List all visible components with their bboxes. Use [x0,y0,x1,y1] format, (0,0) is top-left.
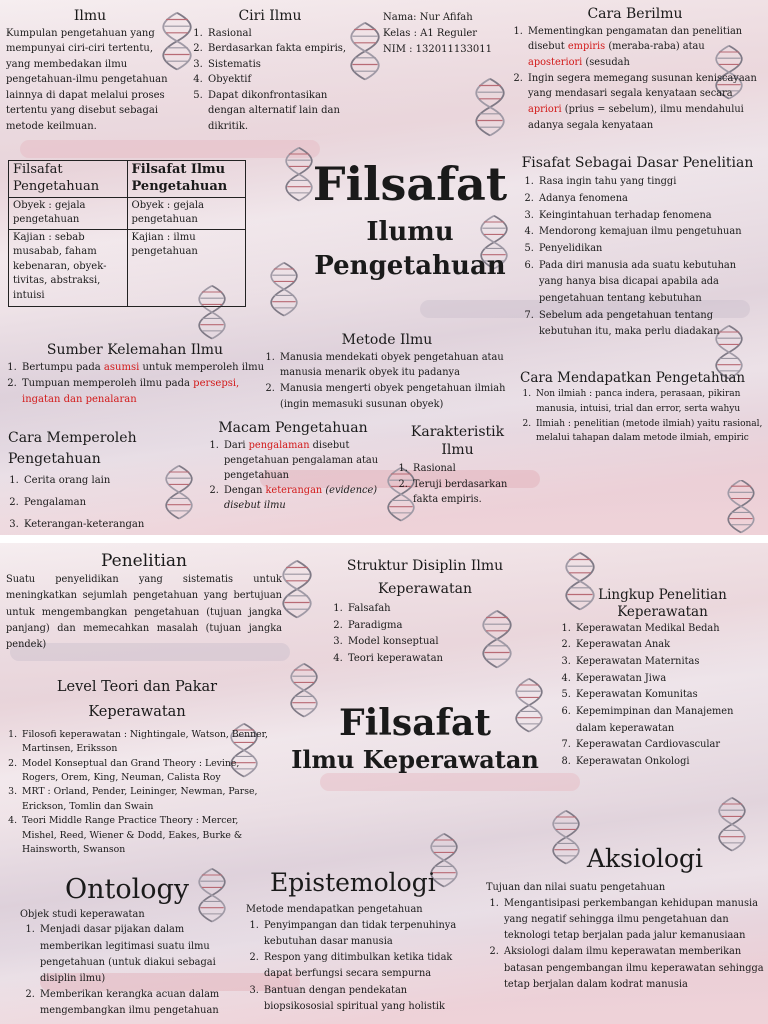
section-level-teori [6,675,268,857]
epistemologi-list [246,918,466,1015]
section-aksiologi [486,843,764,993]
list-item: 2. Model Konseptual dan Grand Theory : Levine, Rogers, Orem, King, Neuman, Calista Roy [20,757,268,786]
list-item: 4. Teori Middle Range Practice Theory : Mercer, Mishel, Reed, Wiener & Dodd, Eakes, Burke & Hainsworth, Swanson [20,814,268,857]
table-cell: Obyek : gejala pengetahuan [9,197,128,229]
dna-helix-icon [727,480,755,534]
section-title: Metode Ilmu [341,332,433,348]
section-macam-pengetahuan [198,420,388,513]
main-title-line: Filsafat [339,702,491,744]
list-item: 1. Penyimpangan dan tidak terpenuhinya kebutuhan dasar manusia [262,918,466,950]
section-lingkup [560,587,765,771]
cara-memperoleh-list [8,470,168,535]
list-item: 3. Keperawatan Maternitas [574,654,765,671]
section-ilmu [6,8,174,134]
poster-filsafat-ilmu-keperawatan [0,543,768,1024]
student-identity [383,10,513,58]
list-item: 1. Bertumpu pada asumsi untuk memperoleh ilmu [20,360,266,376]
brush-stroke [320,773,580,791]
section-title: Cara Mendapatkan Pengetahuan [520,370,746,386]
list-item: 5. Keperawatan Komunitas [574,687,765,704]
main-title [270,703,560,776]
student-nim: NIM : 132011133011 [383,44,493,55]
table-row [9,161,246,198]
section-text: Kumpulan pengetahuan yang mempunyai ciri-ciri tertentu, yang membedakan ilmu pengetahuan-ilmu pengetahuan lainnya di dapat melalui proses tertentu yang disebut sebagai metode keilmuan. [6,27,168,132]
student-class: Kelas : A1 Reguler [383,28,478,39]
section-karakteristik [395,424,520,508]
list-item: 4. Teori keperawatan [346,651,530,668]
section-title: Ilmu [73,8,107,24]
list-item: 1. Menjadi dasar pijakan dalam memberikan legitimasi suatu ilmu pengetahuan (untuk diakui sebagai disiplin ilmu) [38,922,235,987]
table-header: Filsafat Ilmu Pengetahuan [127,161,246,198]
list-item: 1. Filosofi keperawatan : Nightingale, Watson, Benner, Martinsen, Eriksson [20,728,268,757]
ciri-list [190,26,350,135]
section-title: Ontology [65,874,190,905]
list-item: 2. Memberikan kerangka acuan dalam mengembangkan ilmu pengetahuan [38,987,235,1019]
section-title: Aksiologi [586,844,704,873]
brush-stroke [20,140,320,158]
section-penelitian [6,551,282,653]
section-dasar-penelitian [515,152,760,341]
section-title: Epistemologi [270,868,436,897]
dna-helix-icon [475,70,505,146]
list-item: 7. Sebelum ada pengetahuan tentang kebutuhan itu, maka perlu diadakan [537,308,760,341]
section-title: Karakteristik Ilmu [410,424,505,458]
list-item: 3. Keingintahuan terhadap fenomena [537,208,760,225]
main-title [300,157,520,282]
section-title: Fisafat Sebagai Dasar Penelitian [521,155,754,171]
dna-helix-icon [350,12,380,92]
list-item: 2. Dengan keterangan (evidence) disebut ilmu [222,483,388,513]
list-item: 2. Respon yang ditimbulkan ketika tidak dapat berfungsi secara sempurna [262,950,466,982]
list-item: 3. MRT : Orland, Pender, Leininger, Newman, Parse, Erickson, Tomlin dan Swain [20,785,268,814]
list-item: 3. Model konseptual [346,634,530,651]
kelemahan-list [4,360,266,408]
table-row [9,229,246,306]
list-item: 2. Manusia mengerti obyek pengetahuan ilmiah (ingin memasuki susunan obyek) [278,381,512,412]
section-struktur [320,555,530,667]
main-title-line: Pengetahuan [314,250,506,281]
table-cell: Kajian : sebab musabab, faham kebenaran, obyek-tivitas, abstraksi, intuisi [9,229,128,306]
list-item: 4. Mendorong kemajuan ilmu pengetuhuan [537,224,760,241]
section-intro: Tujuan dan nilai suatu pengetahuan [486,882,666,894]
section-intro: Metode mendapatkan pengetahuan [246,904,423,916]
table-row [9,197,246,229]
list-item: 1. Mementingkan pengamatan dan penelitian disebut empiris (meraba-raba) atau aposteriori (sesudah [526,24,760,71]
list-item: 2. Pengalaman [22,492,168,514]
ontology-list [10,922,235,1019]
aksiologi-list [486,896,764,993]
list-item: 1. Non ilmiah : panca indera, perasaan, pikiran manusia, intuisi, trial dan error, serta wahyu [534,387,765,417]
lingkup-list [560,621,765,771]
metode-list [262,350,512,413]
dna-helix-icon [282,553,312,627]
list-item: 1. Rasional [411,461,520,477]
section-title: Macam Pengetahuan [218,420,368,436]
list-item: 2. Teruji berdasarkan fakta empiris. [411,477,520,508]
section-title: Lingkup Penelitian Keperawatan [598,587,727,620]
cara-mendapatkan-list [520,387,765,446]
section-metode-ilmu [262,332,512,412]
list-item: 5. Penyelidikan [537,241,760,258]
list-item: 2. Aksiologi dalam ilmu keperawatan memberikan batasan pengembangan ilmu keperawatan sehingga tetap berjalan dalam kodrat manusia [502,944,764,992]
list-item: 7. Keperawatan Cardiovascular [574,737,765,754]
list-item: 8. Keperawatan Onkologi [574,754,765,771]
section-title: Ciri Ilmu [238,8,302,24]
section-title: Level Teori dan Pakar Keperawatan [56,679,218,721]
section-cara-berilmu [510,6,760,133]
comparison-table [8,160,246,307]
list-item: 1. Manusia mendekati obyek pengetahuan atau manusia menarik obyek itu padanya [278,350,512,381]
section-intro: Objek studi keperawatan [20,908,145,920]
table-cell: Obyek : gejala pengetahuan [127,197,246,229]
section-cara-memperoleh [8,428,168,535]
dasar-list [515,174,760,340]
list-item: 2. Ingin segera memegang susunan keniscayaan yang mendasari segala kenyataan secara apriori (prius = sebelum), ilmu mendahului adanya segala kenyataan [526,71,760,134]
list-item: 3. Sistematis [206,57,350,73]
list-item: 4. Obyektif [206,72,350,88]
list-item: 1. Mengantisipasi perkembangan kehidupan manusia yang negatif sehingga ilmu pengetahuan dan teknologi tetap berjalan pada jalur kemanusiaan [502,896,764,944]
list-item: 6. Kepemimpinan dan Manajemen dalam keperawatan [574,704,765,737]
list-item: 1. Rasa ingin tahu yang tinggi [537,174,760,191]
table-header: Filsafat Pengetahuan [9,161,128,198]
section-title: Cara Memperoleh Pengetahuan [8,430,137,467]
dna-helix-icon [165,455,193,531]
section-kelemahan [4,342,266,408]
level-list [6,728,268,858]
main-title-line: Ilmu Keperawatan [291,745,539,775]
list-item: 1. Rasional [206,26,350,42]
section-title: Sumber Kelemahan Ilmu [46,342,224,358]
list-item: 3. Bantuan dengan pendekatan biopsikososial spiritual yang holistik [262,983,466,1015]
dna-helix-icon [270,255,298,325]
student-name: Nama: Nur Afifah [383,12,473,23]
table-cell: Kajian : ilmu pengetahuan [127,229,246,306]
section-epistemologi [246,867,466,1015]
list-item: 1. Dari pengalaman disebut pengetahuan pengalaman atau pengetahuan [222,438,388,484]
list-item: 2. Ilmiah : penelitian (metode ilmiah) yaitu rasional, melalui tahapan dalam metode ilmiah, empiric [534,417,765,447]
main-title-line: Filsafat [312,157,508,211]
section-title: Struktur Disiplin Ilmu Keperawatan [346,558,504,598]
section-title: Cara Berilmu [587,6,683,22]
list-item: 2. Berdasarkan fakta empiris, [206,41,350,57]
list-item: 2. Tumpuan memperoleh ilmu pada persepsi, ingatan dan penalaran [20,376,266,408]
list-item: 5. Dapat dikonfrontasikan dengan alternatif lain dan dikritik. [206,88,350,135]
list-item: 1. Cerita orang lain [22,470,168,492]
section-text: Suatu penyelidikan yang sistematis untuk meningkatkan sejumlah pengetahuan yang bertujuan untuk mengembangkan pengetahuan (tujuan jangka panjang) dan memecahkan masalah (tujuan jangka pendek) [6,574,282,650]
section-cara-mendapatkan [520,370,765,446]
macam-list [198,438,388,514]
section-title: Penelitian [101,551,187,571]
cara-berilmu-list [510,24,760,134]
section-ciri-ilmu [190,8,350,134]
list-item: 2. Keperawatan Anak [574,637,765,654]
list-item: 4. Keperawatan Jiwa [574,671,765,688]
struktur-list [320,601,530,667]
list-item: 1. Keperawatan Medikal Bedah [574,621,765,638]
list-item: 2. Paradigma [346,618,530,635]
list-item: 2. Adanya fenomena [537,191,760,208]
main-title-line: Ilumu [366,217,454,248]
list-item: 1. Falsafah [346,601,530,618]
list-item: 3. Keterangan-keterangan [22,514,168,535]
karakteristik-list [395,461,520,508]
list-item: 6. Pada diri manusia ada suatu kebutuhan yang hanya bisa dicapai apabila ada pengetahuan tentang kebutuhan [537,258,760,308]
section-ontology [10,873,235,1019]
